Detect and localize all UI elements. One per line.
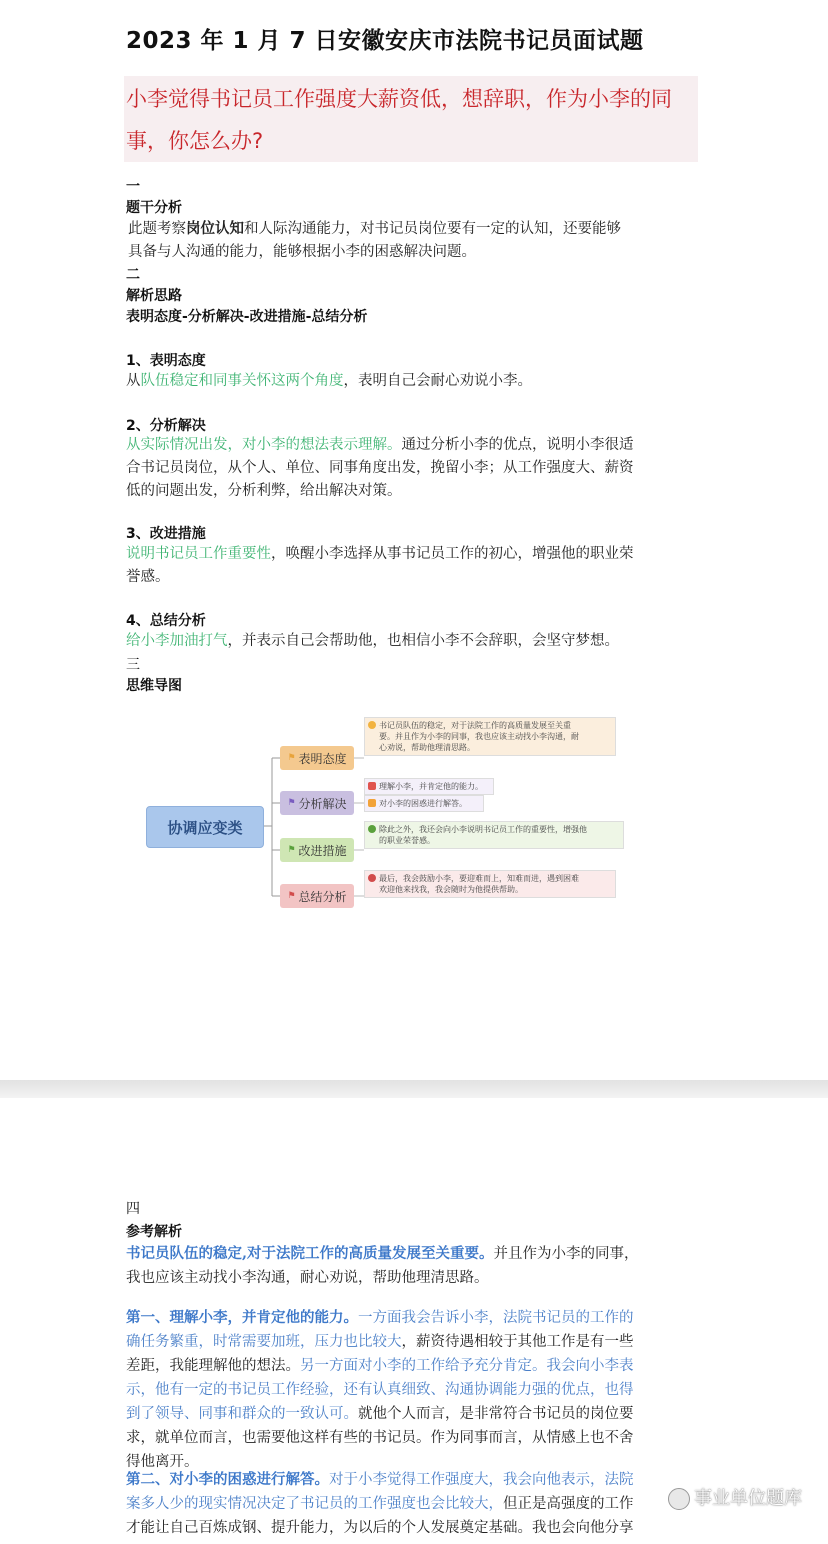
text: 差距，我能理解他的想法。 — [126, 1358, 300, 1374]
highlight: 队伍稳定和同事关怀这两个角度 — [140, 373, 344, 389]
text: 低的问题出发，分析利弊，给出解决对策。 — [126, 483, 402, 499]
section-2-flow: 表明态度-分析解决-改进措施-总结分析 — [126, 309, 368, 325]
text: ，并表示自己会帮助他，也相信小李不会辞职，会坚守梦想。 — [227, 633, 619, 649]
leaf-line: 要。并且作为小李的同事，我也应该主动找小李沟通，耐 — [379, 732, 579, 741]
text: ，表明自己会耐心劝说小李。 — [343, 373, 532, 389]
section-3-heading: 思维导图 — [126, 678, 182, 694]
step-3-title: 3、改进措施 — [126, 526, 206, 542]
star-icon — [368, 874, 376, 882]
leaf-line: 书记员队伍的稳定，对于法院工作的高质量发展至关重 — [379, 721, 571, 730]
text: 但正是高强度的工作 — [503, 1496, 634, 1512]
step-2-title: 2、分析解决 — [126, 418, 206, 434]
section-2-number: 二 — [126, 267, 140, 283]
highlight: 书记员队伍的稳定,对于法院工作的高质量发展至关重要。 — [126, 1245, 494, 1262]
text: ，薪资待遇相较于其他工作是有一些 — [401, 1334, 634, 1350]
text: 合书记员岗位，从个人、单位、同事角度出发，挽留小李；从工作强度大、薪资 — [126, 460, 634, 476]
section-1-paragraph — [128, 217, 706, 264]
flag-icon: ⚑ — [287, 753, 296, 763]
watermark-text: 事业单位题库 — [694, 1488, 802, 1509]
mind-map-leaf — [364, 795, 484, 812]
mind-map-node — [280, 838, 354, 862]
highlight: 案多人少的现实情况决定了书记员的工作强度也会比较大， — [126, 1496, 503, 1512]
node-label: 分析解决 — [298, 796, 347, 811]
mind-map-leaf — [364, 778, 494, 795]
section-3-number: 三 — [126, 657, 140, 673]
highlight: 另一方面对小李的工作给予充分肯定。我会向小李表 — [300, 1358, 634, 1374]
flag-icon: ⚑ — [287, 845, 296, 855]
star-icon — [368, 721, 376, 729]
wechat-icon — [668, 1488, 690, 1510]
section-2-heading: 解析思路 — [126, 288, 182, 304]
section-1-heading: 题干分析 — [126, 200, 182, 216]
highlight: 一方面我会告诉小李，法院书记员的工作的 — [358, 1310, 634, 1326]
mind-map-node — [280, 746, 354, 770]
highlight: 说明书记员工作重要性 — [126, 546, 271, 562]
leaf-line: 欢迎他来找我，我会随时为他提供帮助。 — [379, 885, 523, 894]
question-line-1: 小李觉得书记员工作强度大薪资低，想辞职，作为小李的同 — [126, 87, 672, 111]
priority-icon — [368, 782, 376, 790]
step-1-title: 1、表明态度 — [126, 353, 206, 369]
highlight: 确任务繁重，时常需要加班，压力也比较大 — [126, 1334, 402, 1350]
leaf-line: 对小李的困惑进行解答。 — [379, 799, 467, 808]
highlight: 对于小李觉得工作强度大，我会向他表示，法院 — [329, 1472, 634, 1488]
text: ，唤醒小李选择从事书记员工作的初心，增强他的职业荣 — [271, 546, 634, 562]
reference-paragraph-2 — [126, 1306, 704, 1474]
text: 通过分析小李的优点，说明小李很适 — [401, 437, 634, 453]
flag-icon: ⚑ — [287, 891, 296, 901]
step-4-text — [126, 630, 716, 653]
highlight: 示，他有一定的书记员工作经验，还有认真细致、沟通协调能力强的优点，也得 — [126, 1382, 634, 1398]
text: 就他个人而言，是非常符合书记员的岗位要 — [358, 1406, 634, 1422]
text: 并且作为小李的同事， — [493, 1246, 639, 1262]
point-title: 第二、对小李的困惑进行解答。 — [126, 1471, 329, 1488]
page-gap — [0, 1080, 828, 1098]
highlight: 到了领导、同事和群众的一致认可。 — [126, 1406, 358, 1422]
flag-icon: ⚑ — [287, 798, 296, 808]
leaf-line: 除此之外，我还会向小李说明书记员工作的重要性，增强他 — [379, 825, 587, 834]
reference-paragraph-1 — [126, 1242, 704, 1290]
section-4-heading: 参考解析 — [126, 1224, 182, 1240]
node-label: 改进措施 — [298, 843, 347, 858]
step-4-title: 4、总结分析 — [126, 613, 206, 629]
mind-map-leaf — [364, 821, 624, 849]
highlight: 从实际情况出发，对小李的想法表示理解。 — [126, 437, 402, 453]
step-1-text — [126, 370, 704, 393]
text: 从 — [126, 373, 141, 389]
question-box — [124, 76, 698, 162]
text: 此题考察 — [128, 221, 186, 237]
text: 具备与人沟通的能力，能够根据小李的困惑解决问题。 — [128, 244, 476, 260]
mind-map-leaf — [364, 717, 616, 756]
text: 得他离开。 — [126, 1454, 199, 1470]
page-title: 2023 年 1 月 7 日安徽安庆市法院书记员面试题 — [126, 28, 644, 54]
section-4-number: 四 — [126, 1201, 140, 1217]
question-line-2: 事，你怎么办? — [126, 129, 264, 153]
star-icon — [368, 825, 376, 833]
mind-map — [140, 712, 640, 912]
leaf-line: 的职业荣誉感。 — [379, 836, 435, 845]
mind-map-node — [280, 884, 354, 908]
point-title: 第一、理解小李，并肯定他的能力。 — [126, 1309, 358, 1326]
mind-map-root: 协调应变类 — [146, 806, 264, 848]
text: 求，就单位而言，也需要他这样有些的书记员。作为同事而言，从情感上也不舍 — [126, 1430, 634, 1446]
text: 才能让自己百炼成钢、提升能力，为以后的个人发展奠定基础。我也会向他分享 — [126, 1520, 634, 1536]
highlight: 给小李加油打气 — [126, 633, 228, 649]
priority-icon — [368, 799, 376, 807]
section-1-number: 一 — [126, 179, 140, 195]
mind-map-leaf — [364, 870, 616, 898]
watermark — [668, 1484, 802, 1510]
node-label: 表明态度 — [298, 751, 347, 766]
leaf-line: 最后，我会鼓励小李，要迎难而上，知难而进，遇到困难 — [379, 874, 579, 883]
text: 誉感。 — [126, 569, 170, 585]
node-label: 总结分析 — [298, 889, 347, 904]
reference-paragraph-3 — [126, 1468, 704, 1540]
text: 我也应该主动找小李沟通，耐心劝说，帮助他理清思路。 — [126, 1270, 489, 1286]
leaf-line: 理解小李，并肯定他的能力。 — [379, 782, 483, 791]
keyword: 岗位认知 — [186, 220, 244, 237]
step-3-text — [126, 543, 704, 589]
mind-map-node — [280, 791, 354, 815]
step-2-text — [126, 434, 704, 503]
text: 和人际沟通能力，对书记员岗位要有一定的认知，还要能够 — [244, 221, 621, 237]
leaf-line: 心劝说，帮助他理清思路。 — [379, 743, 475, 752]
